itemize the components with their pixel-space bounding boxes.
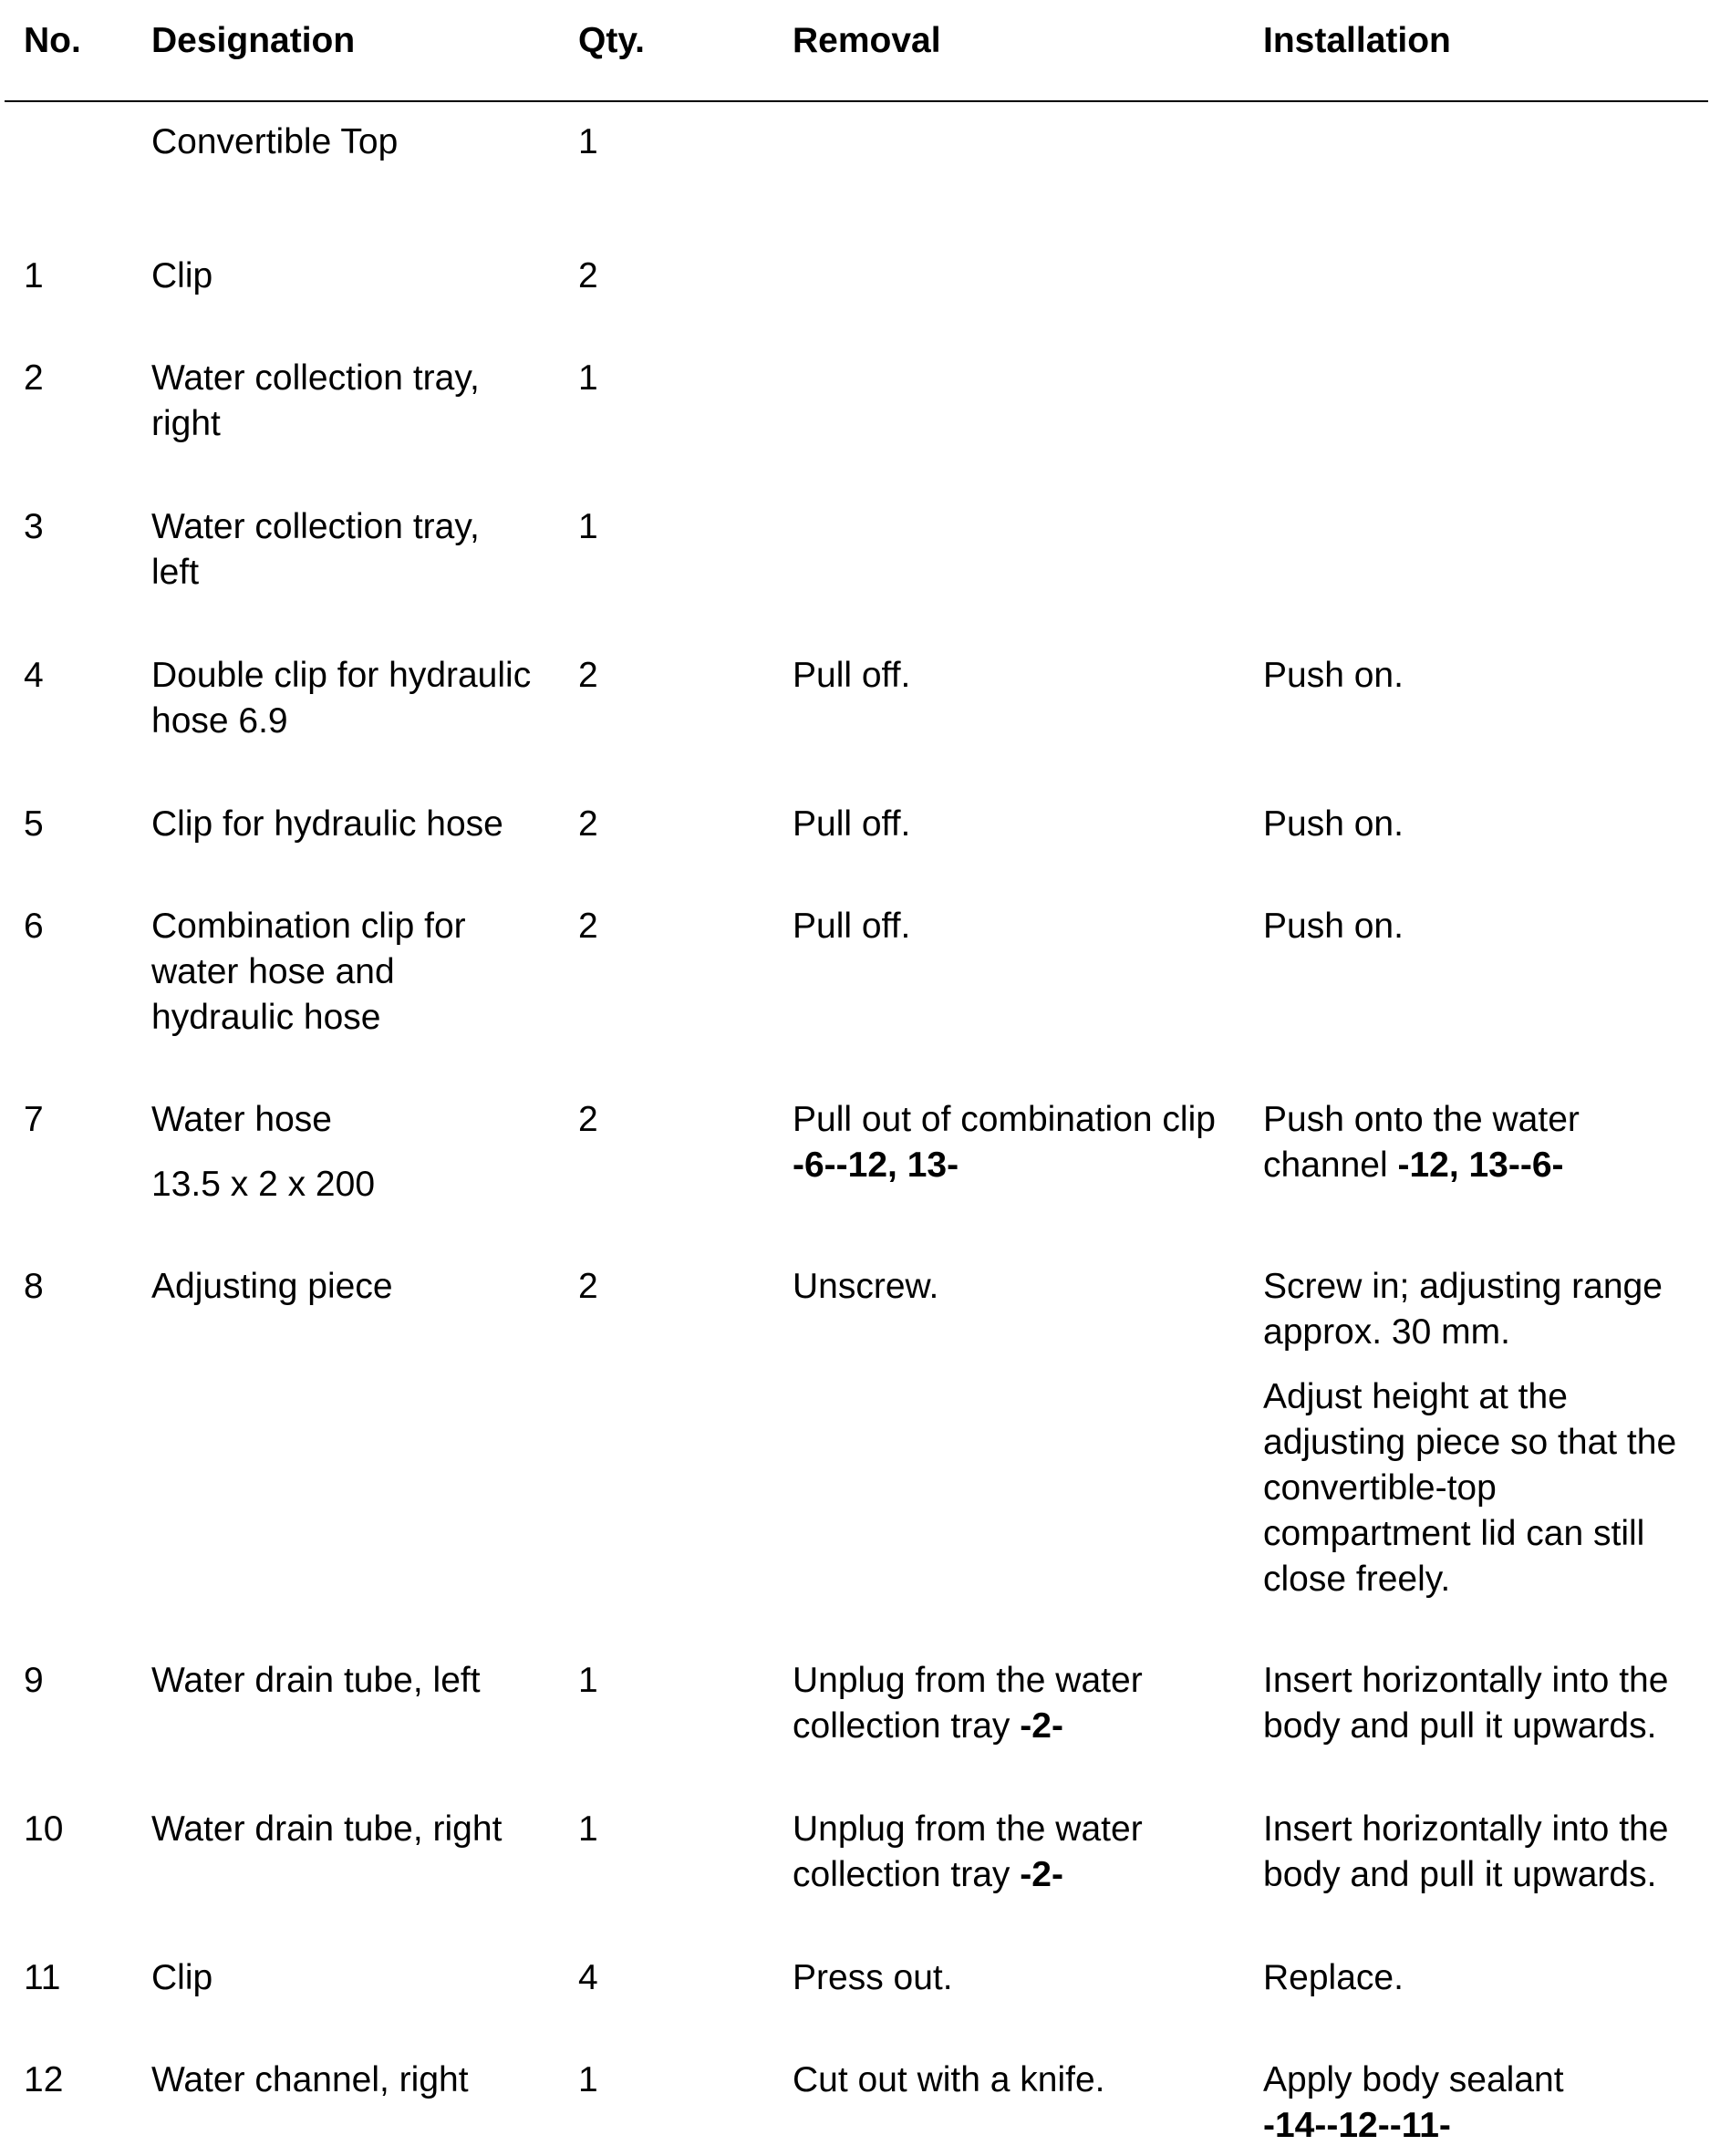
row-qty: 2 xyxy=(578,656,598,695)
header-removal: Removal xyxy=(793,21,941,60)
row-no: 6 xyxy=(24,907,44,946)
row-removal: Unplug from the water collection tray -2- xyxy=(793,1809,1143,1894)
row-designation: Clip for hydraulic hose xyxy=(151,804,503,844)
row-designation: Water drain tube, left xyxy=(151,1661,481,1700)
row-no: 12 xyxy=(24,2060,64,2099)
row-designation: Water hose 13.5 x 2 x 200 xyxy=(151,1100,376,1204)
row-installation: Push onto the water channel -12, 13--6- xyxy=(1263,1100,1580,1185)
row-removal: Unscrew. xyxy=(793,1267,939,1306)
row-no: 7 xyxy=(24,1100,44,1139)
row-designation: Double clip for hydraulic hose 6.9 xyxy=(151,656,532,741)
header-divider xyxy=(5,100,1708,102)
row-designation: Clip xyxy=(151,256,213,295)
row-installation: Push on. xyxy=(1263,656,1404,695)
row-installation: Screw in; adjusting range approx. 30 mm. Adjust height at the adjusting piece so that the convertible-top compartment lid can still close freely. xyxy=(1263,1267,1677,1599)
row-no: 11 xyxy=(24,1958,61,1997)
row-designation: Adjusting piece xyxy=(151,1267,393,1306)
header-qty: Qty. xyxy=(578,21,645,60)
row-designation: Water collection tray, left xyxy=(151,507,480,592)
row-qty: 4 xyxy=(578,1958,598,1997)
row-qty: 2 xyxy=(578,1100,598,1139)
row-removal: Pull off. xyxy=(793,804,911,844)
header-installation: Installation xyxy=(1263,21,1451,60)
part-reference: -14--12--11- xyxy=(1263,2106,1451,2145)
row-qty: 2 xyxy=(578,256,598,295)
row-installation: Push on. xyxy=(1263,907,1404,946)
row-removal: Press out. xyxy=(793,1958,953,1997)
row-designation: Water drain tube, right xyxy=(151,1809,503,1849)
part-reference: -2- xyxy=(1020,1706,1063,1746)
row-qty: 2 xyxy=(578,1267,598,1306)
row-no: 8 xyxy=(24,1267,44,1306)
row-installation: Replace. xyxy=(1263,1958,1404,1997)
part-reference: -2- xyxy=(1020,1855,1063,1894)
row-qty: 1 xyxy=(578,507,598,546)
row-installation: Apply body sealant -14--12--11- xyxy=(1263,2060,1564,2145)
part-reference: -12, 13--6- xyxy=(1397,1145,1564,1185)
row-removal: Pull off. xyxy=(793,907,911,946)
row-removal: Cut out with a knife. xyxy=(793,2060,1105,2099)
row-no: 3 xyxy=(24,507,44,546)
row-qty: 2 xyxy=(578,907,598,946)
row-designation: Convertible Top xyxy=(151,122,399,161)
row-designation: Combination clip for water hose and hydraulic hose xyxy=(151,907,466,1037)
part-reference: -6--12, 13- xyxy=(793,1145,959,1185)
row-designation: Water collection tray, right xyxy=(151,358,480,443)
row-qty: 1 xyxy=(578,1661,598,1700)
row-qty: 1 xyxy=(578,122,598,161)
row-installation: Insert horizontally into the body and pull it upwards. xyxy=(1263,1809,1669,1894)
row-no: 10 xyxy=(24,1809,64,1849)
row-no: 4 xyxy=(24,656,44,695)
row-removal: Pull off. xyxy=(793,656,911,695)
row-removal: Pull out of combination clip -6--12, 13- xyxy=(793,1100,1216,1185)
row-no: 2 xyxy=(24,358,44,398)
row-installation: Push on. xyxy=(1263,804,1404,844)
row-no: 1 xyxy=(24,256,44,295)
header-no: No. xyxy=(24,21,81,60)
row-no: 9 xyxy=(24,1661,44,1700)
row-designation: Water channel, right xyxy=(151,2060,469,2099)
header-designation: Designation xyxy=(151,21,356,60)
row-installation: Insert horizontally into the body and pull it upwards. xyxy=(1263,1661,1669,1746)
row-qty: 1 xyxy=(578,1809,598,1849)
row-no: 5 xyxy=(24,804,44,844)
row-removal: Unplug from the water collection tray -2- xyxy=(793,1661,1143,1746)
row-qty: 1 xyxy=(578,2060,598,2099)
table-header xyxy=(0,0,1710,100)
row-qty: 1 xyxy=(578,358,598,398)
row-designation: Clip xyxy=(151,1958,213,1997)
row-qty: 2 xyxy=(578,804,598,844)
